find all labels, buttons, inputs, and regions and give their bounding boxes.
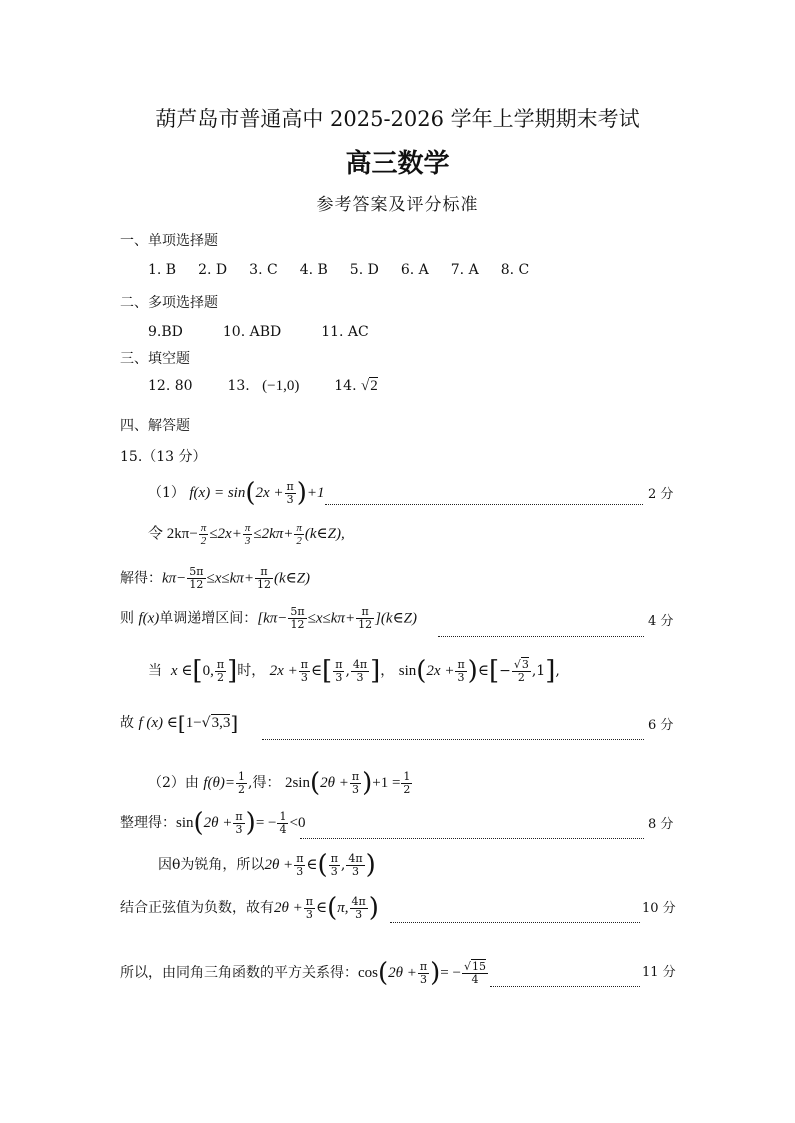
expr-2x: 2x +	[255, 485, 284, 501]
answer-13-label: 13.	[227, 378, 250, 394]
q15-part2-given: （2）由 f(θ)= $\frac{1}{2}$ ,得： 2sin(2θ + $\frac{\pi}{3}$ )+1 = $\frac{1}{2}$	[148, 768, 411, 798]
answer-key-subtitle: 参考答案及评分标准	[316, 195, 479, 215]
single-choice-answers	[148, 262, 551, 278]
q15-negative-sine: 结合正弦值为负数，故有2θ + $\frac{\pi}{3}$ ∈(π, $\frac{4\pi}{3}$ )	[120, 893, 379, 923]
answer-14-value: 2	[370, 378, 378, 394]
section-multi-choice: 二、多项选择题	[120, 295, 218, 311]
score-11: 11 分	[642, 965, 676, 980]
section-fill-blank: 三、填空题	[120, 351, 190, 367]
expr-f: f(x) = sin	[189, 485, 246, 501]
exam-title: 葫芦岛市普通高中 2025-2026 学年上学期期末考试	[155, 107, 640, 131]
multi-choice-answers	[148, 324, 409, 340]
single-choice-answer-6: 7. A	[450, 262, 479, 278]
q15-range-step: 当 x ∈[0, $\frac{\pi}{2}$ ]时， 2x + $\frac{\pi}{3}$ ∈[ $\frac{\pi}{3}$ , $\frac{4\pi}{3}$ ]， sin(2x + $\frac{\pi}{3}$ )∈[− $\frac{√3}{2}$ ,1],	[148, 656, 560, 686]
q15-simplify: 整理得：sin(2θ + $\frac{\pi}{3}$ )= − $\frac{1}{4}$ <0	[120, 808, 306, 838]
section-single-choice: 一、单项选择题	[120, 233, 218, 249]
multi-choice-answer-2: 11. AC	[321, 324, 369, 340]
single-choice-answer-2: 3. C	[249, 262, 278, 278]
q15-range-result: 故 f (x) ∈[1−√3,3]	[120, 711, 239, 735]
q15-increasing-interval: 则 f(x)单调递增区间：[kπ− $\frac{5\pi}{12}$ ≤x≤kπ+ $\frac{\pi}{12}$ ](k∈Z)	[120, 605, 418, 631]
q15-cosine: 所以，由同角三角函数的平方关系得：cos(2θ + $\frac{\pi}{3}$ )= − $\frac{√15}{4}$	[120, 958, 486, 988]
multi-choice-answer-1: 10. ABD	[222, 324, 282, 340]
single-choice-answer-1: 2. D	[198, 262, 228, 278]
single-choice-answer-0: 1. B	[148, 262, 177, 278]
answer-13-value: (−1,0)	[262, 378, 300, 394]
expr-plus1: +1	[306, 485, 325, 501]
q15-acute: 因θ为锐角，所以2θ + $\frac{\pi}{3}$ ∈( $\frac{\pi}{3}$ , $\frac{4\pi}{3}$ )	[158, 850, 376, 880]
q15-jiede: 解得：kπ− $\frac{5\pi}{12}$ ≤x≤kπ+ $\frac{\pi}{12}$ (k∈Z)	[120, 565, 311, 591]
fill-blank-answers: 12. 80 13. (−1,0) 14. √2	[148, 378, 378, 394]
score-2: 2 分	[648, 487, 674, 502]
single-choice-answer-4: 5. D	[349, 262, 379, 278]
score-4: 4 分	[648, 614, 674, 629]
answer-12: 12. 80	[148, 378, 193, 394]
q15-heading: 15.（13 分）	[120, 449, 207, 465]
q15-ling: 令 2kπ− $\frac{\pi}{2}$ ≤2x+ $\frac{\pi}{3}$ ≤2kπ+ $\frac{\pi}{2}$ (k∈Z),	[148, 522, 345, 548]
score-8: 8 分	[648, 817, 674, 832]
q15-step1: （1） f(x) = sin(2x + $\frac{\pi}{3}$ )+1	[148, 478, 325, 508]
answer-14-label: 14.	[334, 378, 357, 394]
subject-title: 高三数学	[345, 149, 450, 179]
section-solutions: 四、解答题	[120, 418, 190, 434]
part1-label: （1）	[148, 485, 185, 501]
single-choice-answer-3: 4. B	[299, 262, 328, 278]
score-6: 6 分	[648, 718, 674, 733]
single-choice-answer-7: 8. C	[500, 262, 530, 278]
score-10: 10 分	[642, 901, 676, 916]
single-choice-answer-5: 6. A	[400, 262, 429, 278]
multi-choice-answer-0: 9.BD	[148, 324, 183, 340]
